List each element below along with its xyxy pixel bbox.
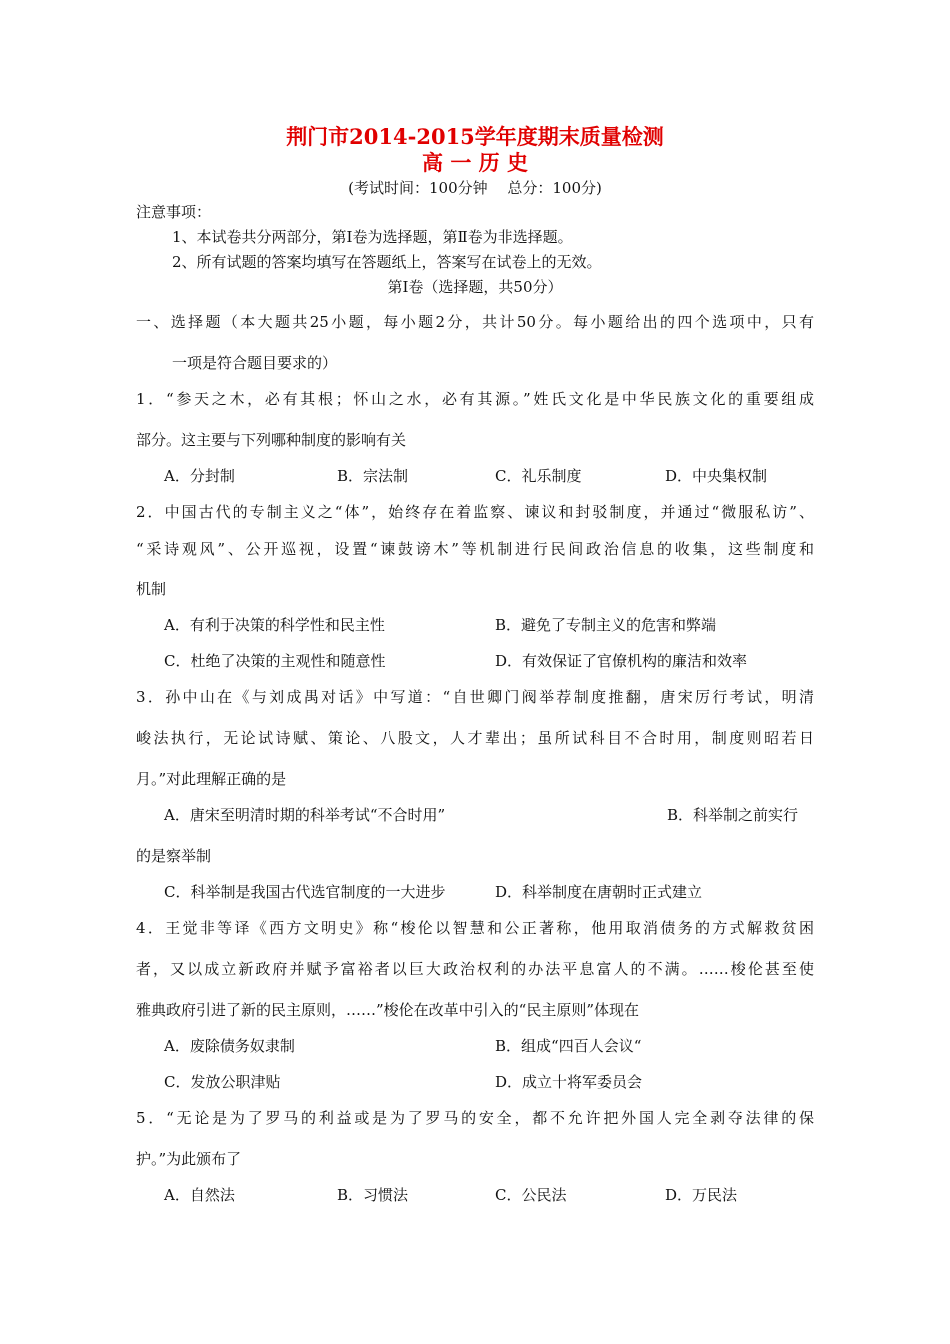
section-instruction-cont: 一项是符合题目要求的）	[172, 354, 338, 372]
question-2-stem: “采诗观风”、公开巡视，设置“谏鼓谤木”等机制进行民间政治信息的收集，这些制度和	[136, 540, 814, 558]
part1-heading: 第Ⅰ卷（选择题，共50分）	[387, 278, 563, 296]
question-1-stem: 1．“参天之木，必有其根；怀山之水，必有其源。”姓氏文化是中华民族文化的重要组成	[136, 390, 814, 408]
question-4-stem: 雅典政府引进了新的民主原则，……”梭伦在改革中引入的“民主原则”体现在	[136, 1001, 640, 1019]
question-5-stem: 护。”为此颁布了	[136, 1150, 242, 1168]
question-3-option-b: B．科举制之前实行	[667, 806, 799, 824]
question-4-stem: 者，又以成立新政府并赋予富裕者以巨大政治权利的办法平息富人的不满。……梭伦甚至使	[136, 960, 814, 978]
question-3-option-c: C．科举制是我国古代选官制度的一大进步	[164, 883, 446, 901]
question-2-option-d: D．有效保证了官僚机构的廉洁和效率	[495, 652, 748, 670]
question-5-option-a: A．自然法	[164, 1186, 235, 1204]
question-1-option-d: D．中央集权制	[665, 467, 768, 485]
exam-subject: 高 一 历 史	[422, 150, 528, 175]
question-4-option-a: A．废除债务奴隶制	[164, 1037, 295, 1055]
notice-item: 2、所有试题的答案均填写在答题纸上，答案写在试卷上的无效。	[172, 253, 602, 271]
question-2-stem: 机制	[136, 580, 167, 598]
question-2-option-a: A．有利于决策的科学性和民主性	[164, 616, 385, 634]
question-2-option-b: B．避免了专制主义的危害和弊端	[495, 616, 717, 634]
question-5-option-b: B．习惯法	[337, 1186, 409, 1204]
question-4-option-c: C．发放公职津贴	[164, 1073, 281, 1091]
question-5-stem: 5．“无论是为了罗马的利益或是为了罗马的安全，都不允许把外国人完全剥夺法律的保	[136, 1109, 814, 1127]
notice-item: 1、本试卷共分两部分，第Ⅰ卷为选择题，第Ⅱ卷为非选择题。	[172, 228, 573, 246]
question-1-option-b: B．宗法制	[337, 467, 409, 485]
question-3-stem: 3．孙中山在《与刘成禺对话》中写道：“自世卿门阀举荐制度推翻，唐宋厉行考试，明清	[136, 688, 814, 706]
exam-info: (考试时间：100分钟 总分：100分)	[348, 179, 602, 197]
question-4-option-b: B．组成“四百人会议“	[495, 1037, 642, 1055]
question-3-option-b-cont: 的是察举制	[136, 847, 212, 865]
notice-heading: 注意事项：	[136, 203, 212, 221]
question-2-option-c: C．杜绝了决策的主观性和随意性	[164, 652, 386, 670]
question-2-stem: 2．中国古代的专制主义之“体”，始终存在着监察、谏议和封驳制度，并通过“微服私访”、	[136, 503, 814, 521]
question-1-option-c: C．礼乐制度	[495, 467, 582, 485]
question-3-stem: 月。”对此理解正确的是	[136, 770, 287, 788]
question-5-option-c: C．公民法	[495, 1186, 567, 1204]
question-3-option-d: D．科举制度在唐朝时正式建立	[495, 883, 703, 901]
question-5-option-d: D．万民法	[665, 1186, 738, 1204]
question-4-option-d: D．成立十将军委员会	[495, 1073, 643, 1091]
section-instruction: 一、选择题（本大题共25小题，每小题2分，共计50分。每小题给出的四个选项中，只有	[136, 313, 814, 331]
exam-title: 荆门市2014-2015学年度期末质量检测	[286, 124, 664, 149]
question-4-stem: 4．王觉非等译《西方文明史》称“梭伦以智慧和公正著称，他用取消债务的方式解救贫困	[136, 919, 814, 937]
question-1-stem: 部分。这主要与下列哪种制度的影响有关	[136, 431, 407, 449]
question-3-option-a: A．唐宋至明清时期的科举考试“不合时用”	[164, 806, 446, 824]
question-1-option-a: A．分封制	[164, 467, 235, 485]
question-3-stem: 峻法执行，无论试诗赋、策论、八股文，人才辈出；虽所试科目不合时用，制度则昭若日	[136, 729, 814, 747]
